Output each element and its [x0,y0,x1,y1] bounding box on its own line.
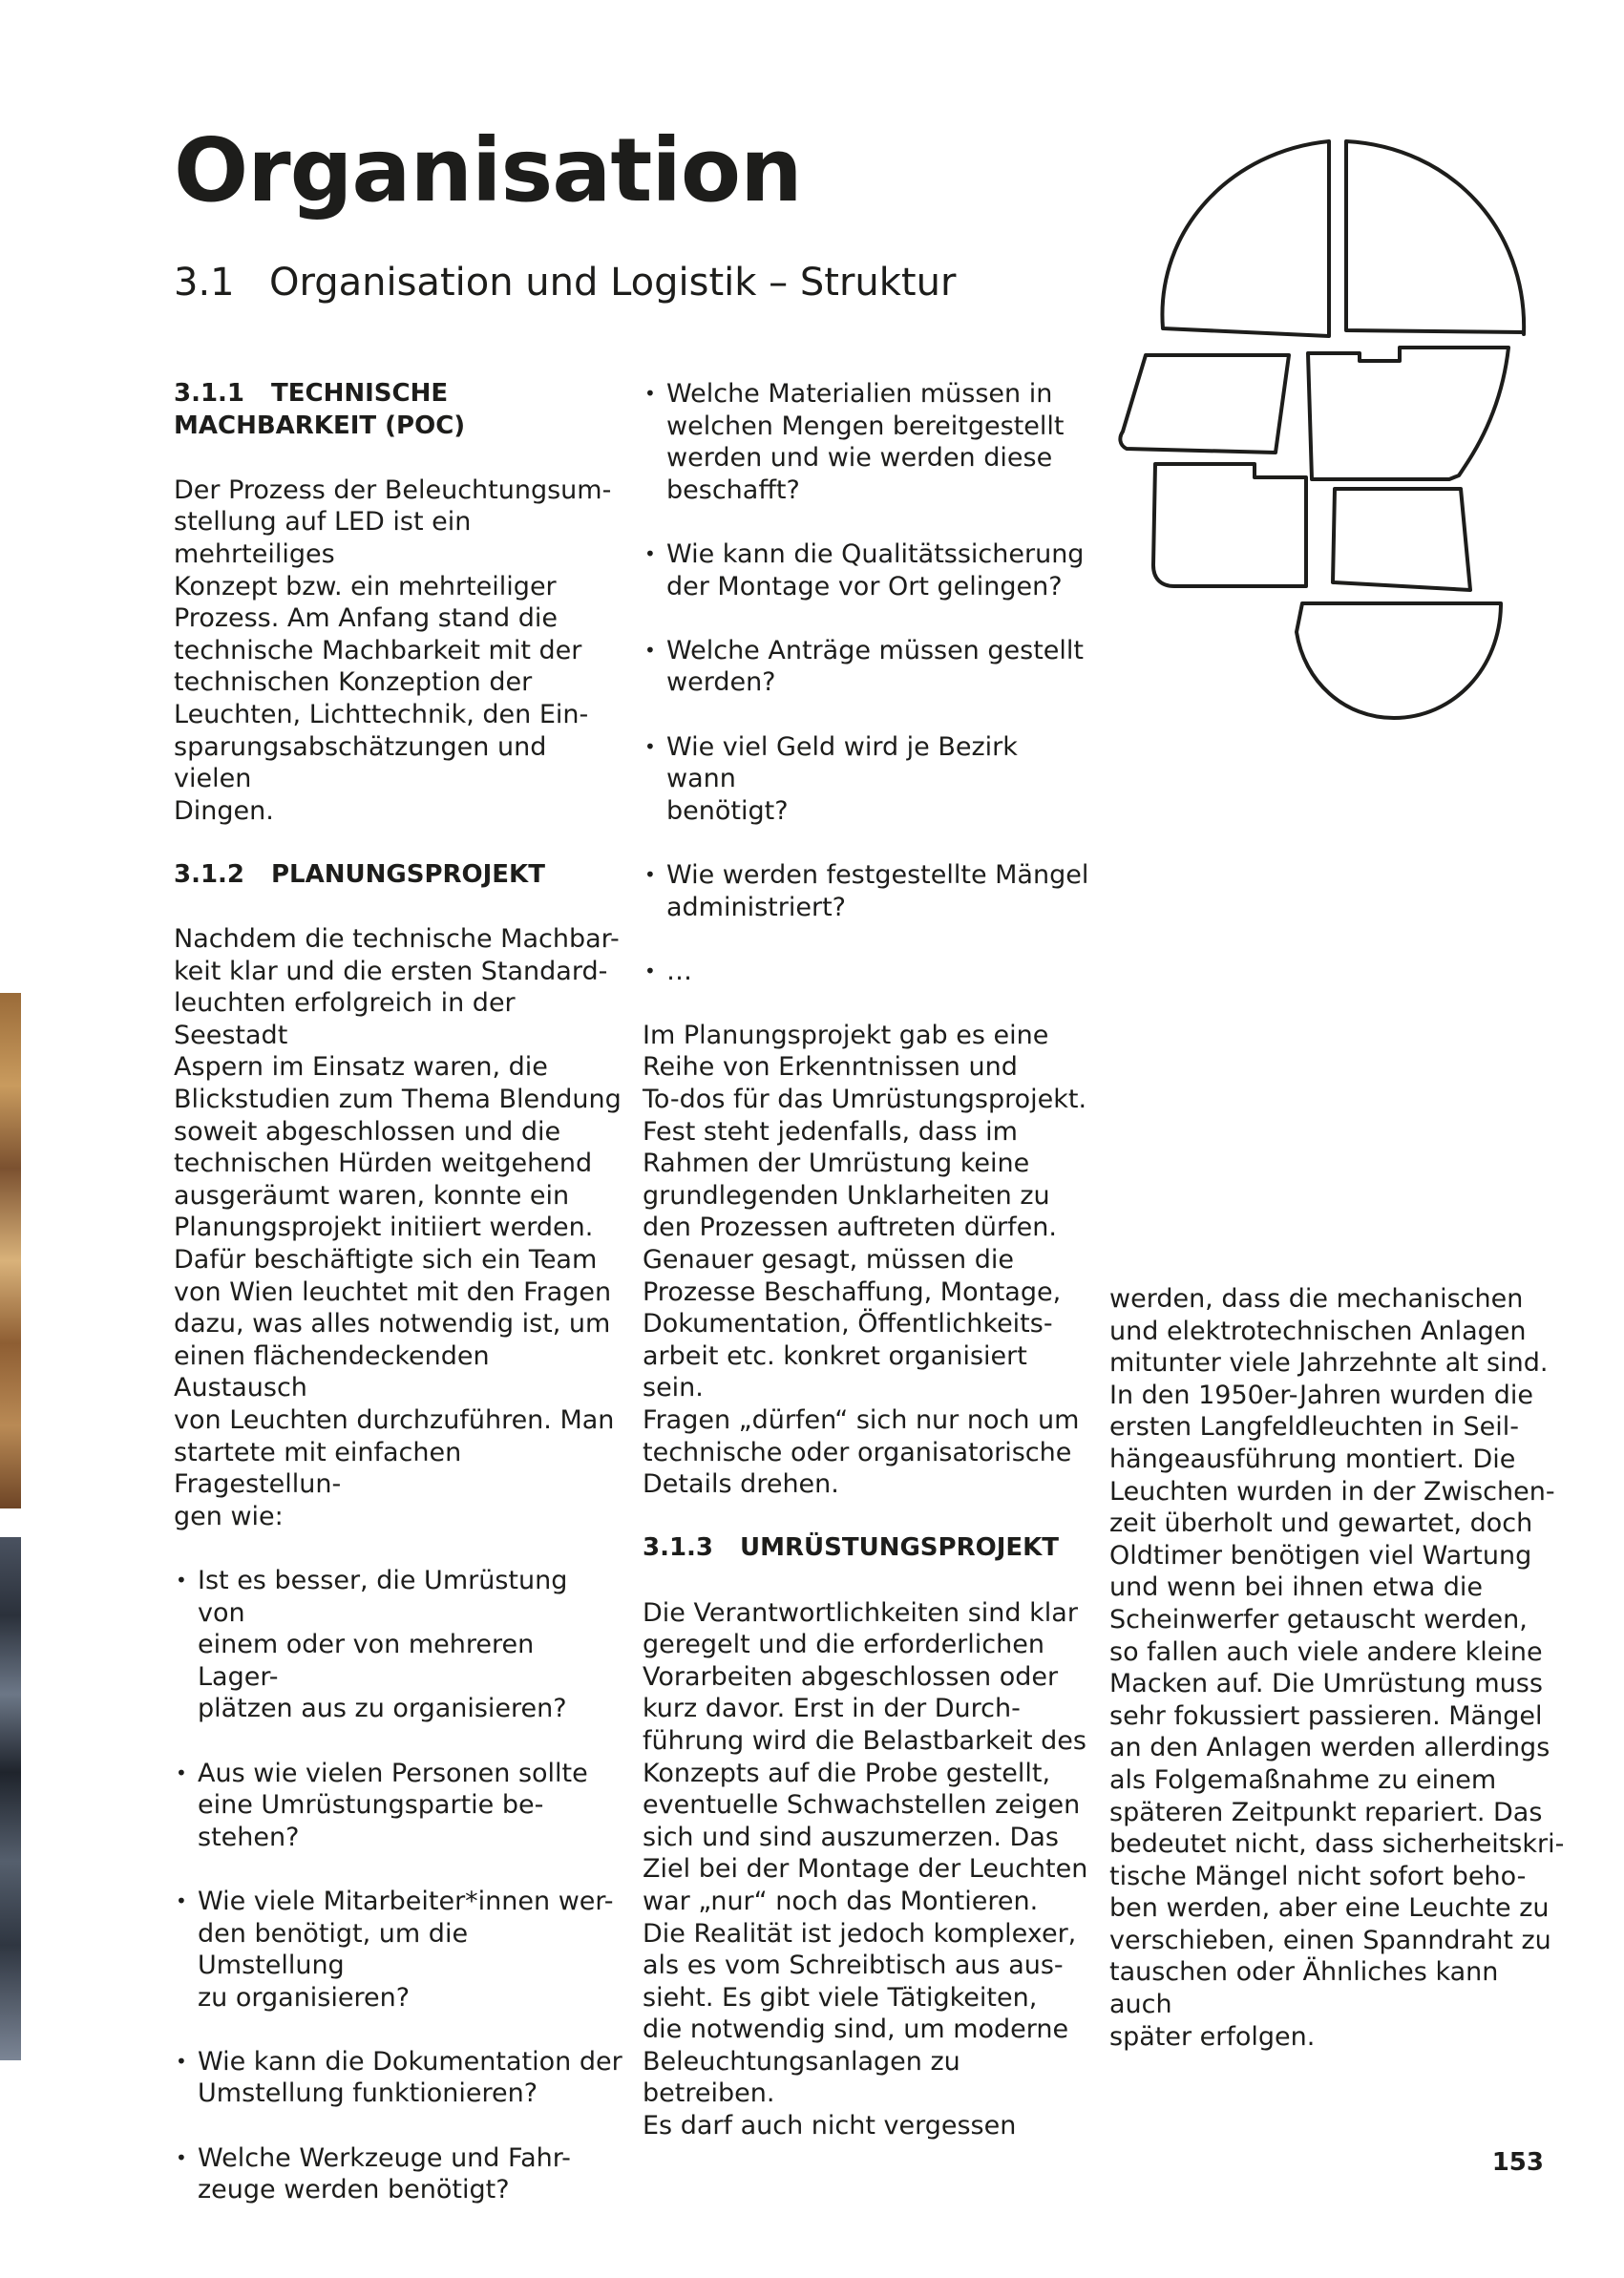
bulb-piece-lower-left [1153,464,1306,586]
list-item: • Wie kann die Qualitätssicherung der Montage vor Ort gelingen? [643,538,1091,602]
bulb-piece-lower-right [1333,489,1470,590]
section-title-number: 3.1 [174,261,235,305]
column-right [1109,1283,1566,2053]
heading-3-1-1 [174,378,622,442]
photo-strip-bottom [0,1537,21,2060]
lightbulb-puzzle-illustration [1088,134,1566,745]
list-item: • Ist es besser, die Umrüstung von einem oder von mehreren Lager- plätzen aus zu organisieren? [174,1565,622,1725]
paragraph-umruestungsprojekt-continued: werden, dass die mechanischen und elektrotechnischen Anlagen mitunter viele Jahrzehnte alt sind. In den 1950er-Jahren wurden die ersten Langfeldleuchten in Seil- hängeausführung montiert. Die Leuchten wurden in der Zwischen- zeit überholt und gewartet, doch Oldtimer benötigen viel Wartung und wenn bei ihnen etwa die Scheinwerfer getauscht werden, so fallen auch viele andere kleine Macken auf. Die Umrüstung muss sehr fokussiert passieren. Mängel an den Anlagen werden allerdings als Folgemaßnahme zu einem späteren Zeitpunkt repariert. Das bedeutet nicht, dass sicherheitskri- tische Mängel nicht sofort beho- ben werden, aber eine Leuchte zu verschieben, einen Spanndraht zu tauschen oder Ähnliches kann auch später erfolgen. [1109,1284,1565,2052]
question-list-right [643,378,1091,987]
paragraph-umruestungsprojekt: Die Verantwortlichkeiten sind klar geregelt und die erforderlichen Vorarbeiten abgeschlossen oder kurz davor. Erst in der Durch- führung wird die Belastbarkeit des Konzepts auf die Probe gestellt, eventuelle Schwachstellen zeigen sich und sind auszumerzen. Das Ziel bei der Montage der Leuchten war „nur“ noch das Montieren. Die Realität ist jedoch komplexer, als es vom Schreibtisch aus aus- sieht. Es gibt viele Tätigkeiten, die notwendig sind, um moderne Beleuchtungsanlagen zu betreiben. Es darf auch nicht vergessen [643,1597,1088,2141]
photo-strip-top [0,993,21,1508]
list-item: • Wie kann die Dokumentation der Umstellung funktionieren? [174,2046,622,2110]
list-item: • Wie viele Mitarbeiter*innen wer- den benötigt, um die Umstellung zu organisieren? [174,1886,622,2014]
list-item: • … [643,956,1091,988]
page-title: Organisation [174,119,802,221]
list-item: • Aus wie vielen Personen sollte eine Umrüstungspartie be- stehen? [174,1758,622,1854]
paragraph-planungsprojekt: Nachdem die technische Machbar- keit klar und die ersten Standard- leuchten erfolgreich in der Seestadt Aspern im Einsatz waren, die Blickstudien zum Thema Blendung soweit abgeschlossen und die technischen Hürden weitgehend ausgeräumt waren, konnte ein Planungsprojekt initiiert werden. Dafür beschäftigte sich ein Team von Wien leuchtet mit den Fragen dazu, was alles notwendig ist, um einen flächendeckenden Austausch von Leuchten durchzuführen. Man startete mit einfachen Fragestellun- gen wie: [174,924,622,1531]
heading-3-1-1-number: 3.1.1 [174,379,245,408]
heading-3-1-2 [174,859,622,892]
list-item: • Welche Werkzeuge und Fahr- zeuge werden benötigt? [174,2142,622,2206]
column-left [174,378,622,2238]
paragraph-machbarkeit: Der Prozess der Beleuchtungsum- stellung auf LED ist ein mehrteiliges Konzept bzw. ein mehrteiliger Prozess. Am Anfang stand die technische Machbarkeit mit der technischen Konzeption der Leuchten, Lichttechnik, den Ein- sparungsabschätzungen und vielen Dingen. [174,475,612,826]
heading-3-1-1-line2: MACHBARKEIT (POC) [174,411,466,440]
bulb-piece-middle-right [1308,348,1508,479]
heading-3-1-3-number: 3.1.3 [643,1533,714,1563]
section-title [174,260,956,306]
list-item: • Welche Anträge müssen gestellt werden? [643,635,1091,699]
list-item: • Wie werden festgestellte Mängel administriert? [643,859,1091,923]
bulb-piece-top-left [1162,141,1329,336]
list-item: • Wie viel Geld wird je Bezirk wann benötigt? [643,731,1091,828]
heading-3-1-1-line1: TECHNISCHE [271,379,449,408]
heading-3-1-3 [643,1532,1091,1565]
bulb-piece-top-right [1346,141,1524,334]
paragraph-planungsprojekt-conclusion: Im Planungsprojekt gab es eine Reihe von Erkenntnissen und To-dos für das Umrüstungsprojekt. Fest steht jedenfalls, dass im Rahmen der Umrüstung keine grundlegenden Unklarheiten zu den Prozessen auftreten dürfen. Genauer gesagt, müssen die Prozesse Beschaffung, Montage, Dokumentation, Öffentlichkeits- arbeit etc. konkret organisiert sein. Fragen „dürfen“ sich nur noch um technische oder organisatorische Details drehen. [643,1020,1087,1500]
heading-3-1-2-number: 3.1.2 [174,859,245,889]
list-item: • Welche Materialien müssen in welchen Mengen bereitgestellt werden und wie werden diese beschafft? [643,378,1091,506]
page-number: 153 [1491,2148,1544,2177]
column-middle [643,378,1091,2142]
heading-3-1-2-text: PLANUNGSPROJEKT [271,859,545,889]
question-list-left [174,1565,622,2206]
bulb-piece-bottom [1297,603,1501,718]
section-title-text: Organisation und Logistik – Struktur [269,261,957,305]
heading-3-1-3-text: UMRÜSTUNGSPROJEKT [740,1533,1060,1563]
bulb-piece-middle-left [1120,355,1289,453]
